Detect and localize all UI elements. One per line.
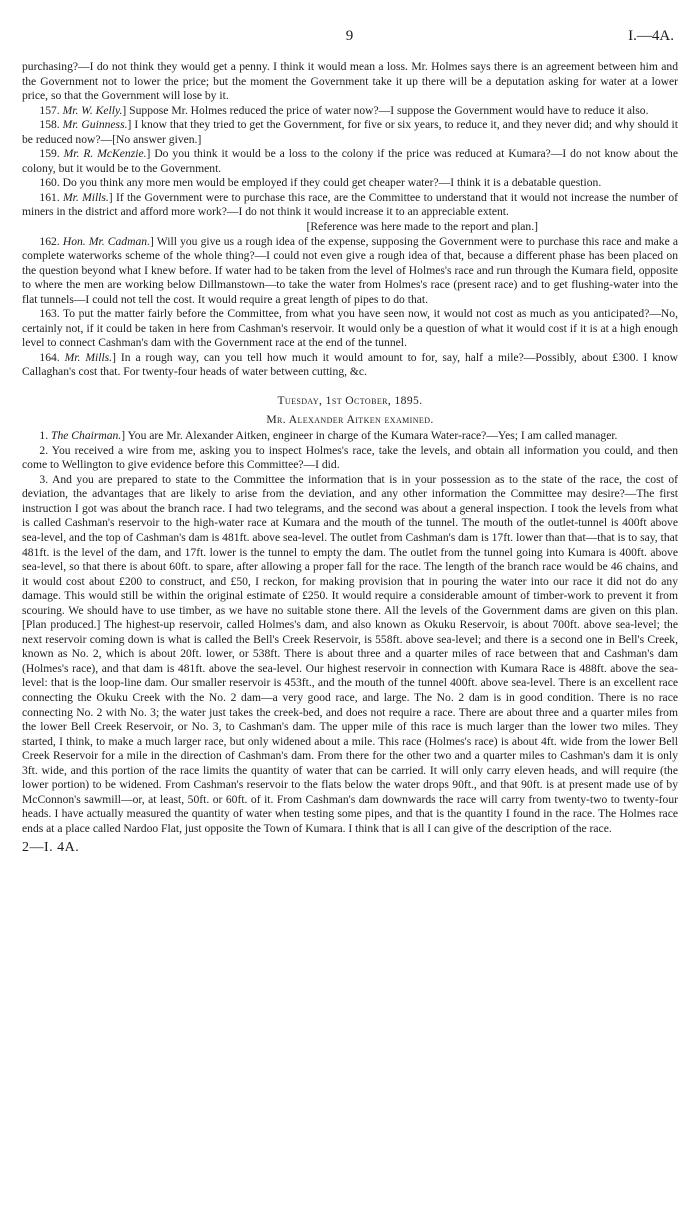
paragraph: purchasing?—I do not think they would get a penny. I think it would mean a loss. Mr. Holmes says there is an agreement between him and the Government not to lower the price; but the moment the Government take it up there will be a deputation asking for water at a lower price, so that the Government will lose by it. [22,60,678,103]
paragraph: 160. Do you think any more men would be employed if they could get cheaper water?—I think it is a debatable question. [39,176,602,190]
witness-heading: Mr. Alexander Aitken examined. [266,412,434,426]
testimony-block-1 [22,60,678,380]
paragraph-text: If the Government were to purchase this race, are the Committee to understand that it would not increase the number of miners in the district and afford more work?—I do not think it would increase it to an appreciable extent. [22,190,678,219]
paragraph: 161. Mr. Mills.] If the Government were to purchase this race, are the Committee to understand that it would not increase the number of miners in the district and afford more work?—I do not think it would increase it to an appreciable extent. [22,190,678,219]
page-header [22,28,678,60]
paragraph-text: Do you think it would be a loss to the colony if the price was reduced at Kumara?—I do not know about the colony, but it would be to the Government. [22,147,678,175]
paragraph-text: In a rough way, can you tell how much it would amount to for, say, half a mile?—Possibly, about £300. I know Callaghan's cost that. For twenty-four heads of water between cutting, &c. [22,350,678,379]
paragraph: 164. Mr. Mills.] In a rough way, can you tell how much it would amount to for, say, half a mile?—Possibly, about £300. I know Callaghan's cost that. For twenty-four heads of water between cutting, &c. [22,350,678,379]
page-number: 9 [345,28,355,44]
paragraph: 157. Mr. W. Kelly.] Suppose Mr. Holmes reduced the price of water now?—I suppose the Government would have to reduce it also. [39,103,649,117]
question-number: 1. [39,429,49,443]
session-date: Tuesday, 1st October, 1895. [277,394,423,408]
question-number: 157. [39,103,60,117]
testimony-block-2 [22,429,678,836]
paragraph-text: You are Mr. Alexander Aitken, engineer in charge of the Kumara Water-race?—Yes; I am called manager. [127,429,618,443]
paper-reference: I.—4A. [628,28,674,44]
speaker-name: The Chairman. [51,429,122,443]
speaker-name: Mr. W. Kelly. [62,103,123,117]
paragraph: [Reference was here made to the report and plan.] [306,220,538,234]
paragraph: 159. Mr. R. McKenzie.] Do you think it would be a loss to the colony if the price was reduced at Kumara?—I do not know about the colony, but it would be to the Government. [22,147,678,175]
paragraph: 162. Hon. Mr. Cadman.] Will you give us a rough idea of the expense, supposing the Government were to purchase this race and make a complete waterworks scheme of the whole thing?—I could not even give a rough idea of that, because a different phase has been placed on the question beyond what I knew before. If water had to be taken from the level of Holmes's race and run through the Kumara field, opposite to where the men are working below Dillmanstown—to take the water from Holmes's race (present race) and to get flushing-water into the flat tunnels—I could not tell the cost. It would require a great length of pipes to do that. [22,234,679,306]
paragraph: 1. The Chairman.] You are Mr. Alexander Aitken, engineer in charge of the Kumara Water-race?—Yes; I am called manager. [39,429,618,443]
paragraph: 2. You received a wire from me, asking you to inspect Holmes's race, take the levels, and obtain all information you could, and then come to Wellington to give evidence before this Committee?—I did. [22,443,678,472]
question-number: 159. [39,147,60,161]
signature-mark: 2—I. 4A. [22,840,80,856]
paragraph: 163. To put the matter fairly before the Committee, from what you have seen now, it would not cost as much as you anticipated?—No, certainly not, if it could be taken in here from Cashman's reservoir. It would only be a question of what it would cost if it is at a high enough level to connect Cashman's dam with the Government race at the end of the tunnel. [22,307,678,350]
question-number: 162. [39,234,60,248]
question-number: 161. [39,190,60,204]
paragraph-text: Suppose Mr. Holmes reduced the price of water now?—I suppose the Government would have to reduce it also. [129,103,649,117]
question-number: 164. [39,350,60,364]
speaker-name: Mr. Mills. [64,350,113,364]
document-body [22,60,678,856]
speaker-name: Mr. R. McKenzie. [63,147,147,161]
speaker-name: Hon. Mr. Cadman. [62,234,150,248]
question-number: 158. [39,118,60,132]
speaker-name: Mr. Mills. [62,190,109,204]
speaker-name: Mr. Guinness. [62,118,128,132]
paragraph: 158. Mr. Guinness.] I know that they tried to get the Government, for five or six years, to reduce it, and they never did; and why should it be reduced now?—[No answer given.] [22,118,678,146]
paragraph-text: Will you give us a rough idea of the expense, supposing the Government were to purchase this race and make a complete waterworks scheme of the whole thing?—I could not even give a rough idea of that, because a different phase has been placed on the question beyond what I knew before. If water had to be taken from the level of Holmes's race and run through the Kumara field, opposite to where the men are working below Dillmanstown—to take the water from Holmes's race (present race) and to get flushing-water into the flat tunnels—I could not tell the cost. It would require a great length of pipes to do that. [22,234,679,306]
paragraph-text: I know that they tried to get the Government, for five or six years, to reduce it, and they never did; and why should it be reduced now?—[No answer given.] [22,118,678,146]
paragraph: 3. And you are prepared to state to the Committee the information that is in your possession as to the state of the race, the cost of deviation, the advantages that are likely to arise from the deviation, and any other information the Committee may desire?—The first instruction I got was about the branch race. I had two telegrams, and the second was about a general inspection. I took the levels from what is called Cashman's reservoir to the high-water race at Kumara and the mouth of the tunnel. The mouth of the outlet-tunnel is 400ft above sea-level, and the top of Cashman's dam is 481ft. above sea-level. The outlet from Cashman's dam is 17ft. lower than that—that is to say, that 481ft. is the level of the dam, and 17ft. lower is the tunnel to empty the dam. The outlet from the tunnel going into Kumara is 400ft. above sea-level, so that there is about 60ft. to spare, after allowing a proper fall for the race. The length of the branch race would be 46 chains, and it would cost about £200 to construct, and £50, I reckon, for making provision that in pouring the water into our race it did not do any damage. This would still be within the original estimate of £250. It would require a considerable amount of timber-work to prevent it from scouring. We should have to use timber, as we have no suitable stone there. All the levels of the Government dams are given on this plan. [Plan produced.] The highest-up reservoir, called Holmes's dam, and also known as Okuku Reservoir, is about 700ft. above sea-level; the next reservoir coming down is what is called the Bell's Creek Reservoir, is 558ft. above sea-level; and there is a second one in Bell's Creek, known as No. 2, which is about 20ft. lower, or 538ft. There is about three and a quarter miles of race between that and Cashman's dam (Holmes's race), and that dam is 481ft. above the sea-level. Our highest reservoir in connection with Kumara Race is 488ft. above the sea-level: that is the loop-line dam. Our smaller reservoir is 453ft., and the mouth of the tunnel 400ft. above sea-level. There is an excellent race connecting the Okuku Creek with the No. 2 dam—a very good race, and large. The No. 2 dam is in good condition. There is no race connecting No. 2 with No. 3; the water just takes the creek-bed, and does not require a race. There are about three and a quarter miles from the lower Bell Creek Reservoir, or No. 3, to Cashman's dam. The upper mile of this race is much larger than the lower two miles. They started, I think, to make a much larger race, but only widened about a mile. This race (Holmes's race) is about 4ft. wide from the lower Bell Creek Reservoir for a mile in the direction of Cashman's dam. From there for the other two and a quarter miles to Cashman's dam it is only 3ft. wide, and this portion of the race limits the quantity of water that can be carried. It will only carry eleven heads, and will require (the lower portion) to be widened. From Cashman's reservoir to the flats below the water drops 90ft., and that 90ft. is at present made use of by McConnon's sawmill—or, at least, 50ft. or 60ft. of it. From Cashman's dam downwards the race will carry from twenty-two to twenty-four heads. I have actually measured the quantity of water when testing some pipes, and that is the quantity I found in the race. The Holmes race ends at a place called Nardoo Flat, just opposite the Town of Kumara. I think that is all I can give of the description of the race. [22,472,678,835]
